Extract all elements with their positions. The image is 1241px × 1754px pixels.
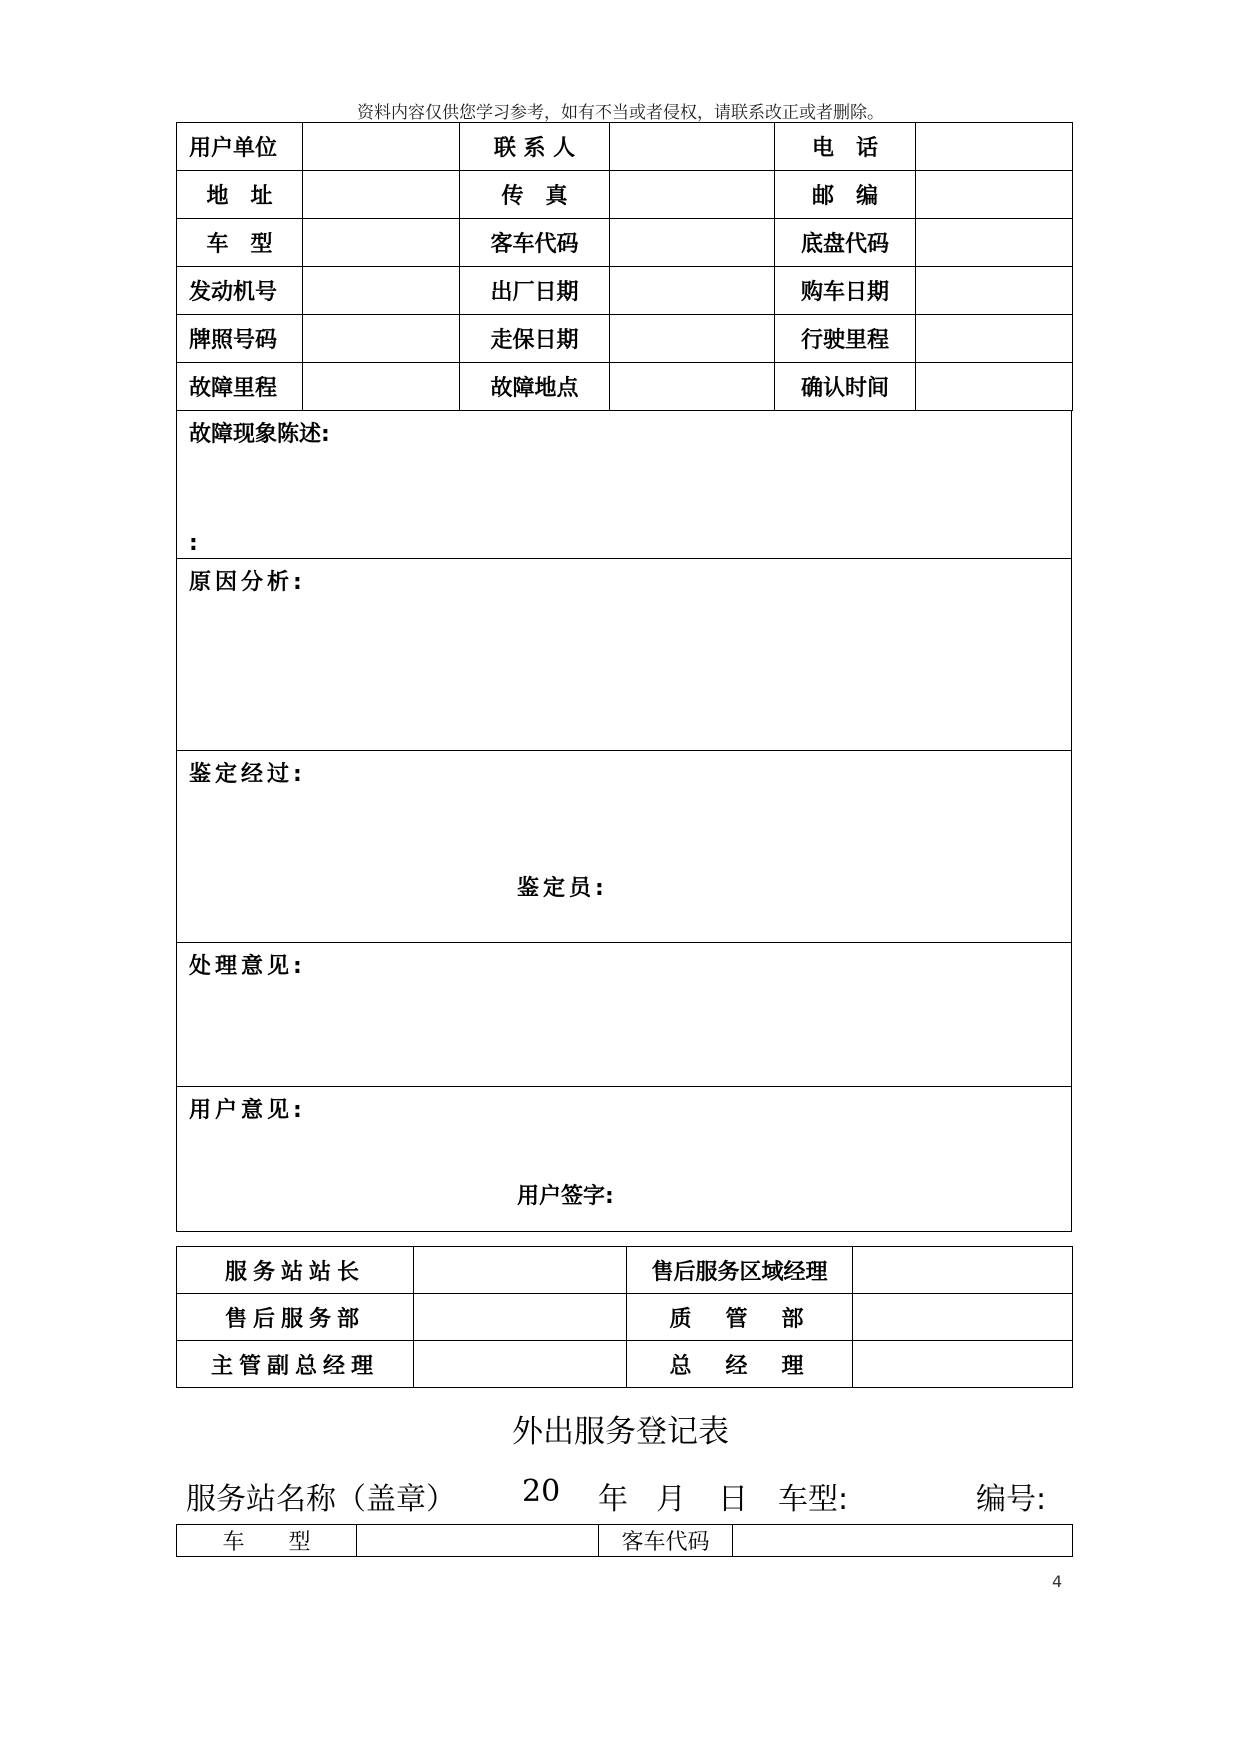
service-register-table	[176, 1524, 1073, 1557]
year-label: 年	[598, 1482, 628, 1517]
vehicle-info-table	[176, 122, 1073, 411]
label-user-unit: 用户单位	[177, 123, 303, 171]
fault-mileage-field[interactable]	[303, 363, 460, 411]
user-signature-label: 用户签字:	[517, 1184, 614, 1209]
confirm-time-field[interactable]	[916, 363, 1073, 411]
contact-field[interactable]	[610, 123, 775, 171]
table-row	[177, 1525, 1073, 1557]
station-name-label: 服务站名称（盖章）	[186, 1482, 456, 1517]
label-quality-dept: 质 管 部	[627, 1294, 853, 1341]
table-row	[177, 219, 1073, 267]
table-row	[177, 267, 1073, 315]
label-fault-mileage: 故障里程	[177, 363, 303, 411]
regional-manager-signature[interactable]	[853, 1247, 1073, 1294]
label-fax: 传 真	[460, 171, 610, 219]
month-label: 月	[656, 1482, 686, 1517]
plate-number-field[interactable]	[303, 315, 460, 363]
label-postcode: 邮 编	[775, 171, 916, 219]
fault-description-title: 故障现象陈述:	[189, 422, 330, 447]
deputy-gm-signature[interactable]	[414, 1341, 627, 1388]
cause-analysis-section[interactable]	[176, 559, 1072, 751]
label-phone: 电 话	[775, 123, 916, 171]
label-vehicle-type-2: 车 型	[177, 1525, 357, 1557]
engine-number-field[interactable]	[303, 267, 460, 315]
page-number: 4	[1052, 1572, 1063, 1591]
station-manager-signature[interactable]	[414, 1247, 627, 1294]
year-prefix: 20	[522, 1474, 561, 1509]
user-opinion-section[interactable]	[176, 1087, 1072, 1232]
label-chassis-code: 底盘代码	[775, 219, 916, 267]
handling-opinion-title: 处理意见:	[189, 954, 306, 979]
label-engine-number: 发动机号	[177, 267, 303, 315]
day-label: 日	[718, 1482, 748, 1517]
fault-description-colon: :	[189, 531, 198, 556]
label-service-date: 走保日期	[460, 315, 610, 363]
bus-code-field[interactable]	[610, 219, 775, 267]
label-fault-location: 故障地点	[460, 363, 610, 411]
cause-analysis-title: 原因分析:	[189, 570, 306, 595]
label-contact: 联 系 人	[460, 123, 610, 171]
fault-description-section[interactable]	[176, 411, 1072, 559]
address-field[interactable]	[303, 171, 460, 219]
label-mileage: 行驶里程	[775, 315, 916, 363]
chassis-code-field[interactable]	[916, 219, 1073, 267]
purchase-date-field[interactable]	[916, 267, 1073, 315]
mileage-field[interactable]	[916, 315, 1073, 363]
table-row	[177, 123, 1073, 171]
table-row	[177, 1294, 1073, 1341]
phone-field[interactable]	[916, 123, 1073, 171]
label-deputy-gm: 主管副总经理	[177, 1341, 414, 1388]
postcode-field[interactable]	[916, 171, 1073, 219]
user-unit-field[interactable]	[303, 123, 460, 171]
general-manager-signature[interactable]	[853, 1341, 1073, 1388]
number-label: 编号:	[976, 1482, 1047, 1517]
form2-title: 外出服务登记表	[512, 1414, 729, 1450]
label-plate-number: 牌照号码	[177, 315, 303, 363]
label-aftersales-dept: 售后服务部	[177, 1294, 414, 1341]
table-row	[177, 363, 1073, 411]
vehicle-type-label: 车型:	[778, 1482, 849, 1517]
header-note: 资料内容仅供您学习参考，如有不当或者侵权，请联系改正或者删除。	[357, 103, 884, 123]
label-vehicle-type: 车 型	[177, 219, 303, 267]
vehicle-type-field[interactable]	[303, 219, 460, 267]
label-station-manager: 服务站站长	[177, 1247, 414, 1294]
label-regional-manager: 售后服务区域经理	[627, 1247, 853, 1294]
aftersales-dept-signature[interactable]	[414, 1294, 627, 1341]
user-opinion-title: 用户意见:	[189, 1098, 306, 1123]
service-date-field[interactable]	[610, 315, 775, 363]
label-bus-code-2: 客车代码	[599, 1525, 733, 1557]
fax-field[interactable]	[610, 171, 775, 219]
table-row	[177, 315, 1073, 363]
appraiser-label: 鉴定员:	[517, 876, 608, 901]
factory-date-field[interactable]	[610, 267, 775, 315]
label-factory-date: 出厂日期	[460, 267, 610, 315]
vehicle-type-field-2[interactable]	[357, 1525, 599, 1557]
label-bus-code: 客车代码	[460, 219, 610, 267]
quality-dept-signature[interactable]	[853, 1294, 1073, 1341]
table-row	[177, 1247, 1073, 1294]
appraisal-title: 鉴定经过:	[189, 762, 306, 787]
table-row	[177, 1341, 1073, 1388]
handling-opinion-section[interactable]	[176, 943, 1072, 1087]
label-address: 地 址	[177, 171, 303, 219]
label-purchase-date: 购车日期	[775, 267, 916, 315]
table-row	[177, 171, 1073, 219]
label-general-manager: 总 经 理	[627, 1341, 853, 1388]
approval-signature-table	[176, 1246, 1073, 1388]
bus-code-field-2[interactable]	[733, 1525, 1073, 1557]
label-confirm-time: 确认时间	[775, 363, 916, 411]
fault-location-field[interactable]	[610, 363, 775, 411]
appraisal-section[interactable]	[176, 751, 1072, 943]
